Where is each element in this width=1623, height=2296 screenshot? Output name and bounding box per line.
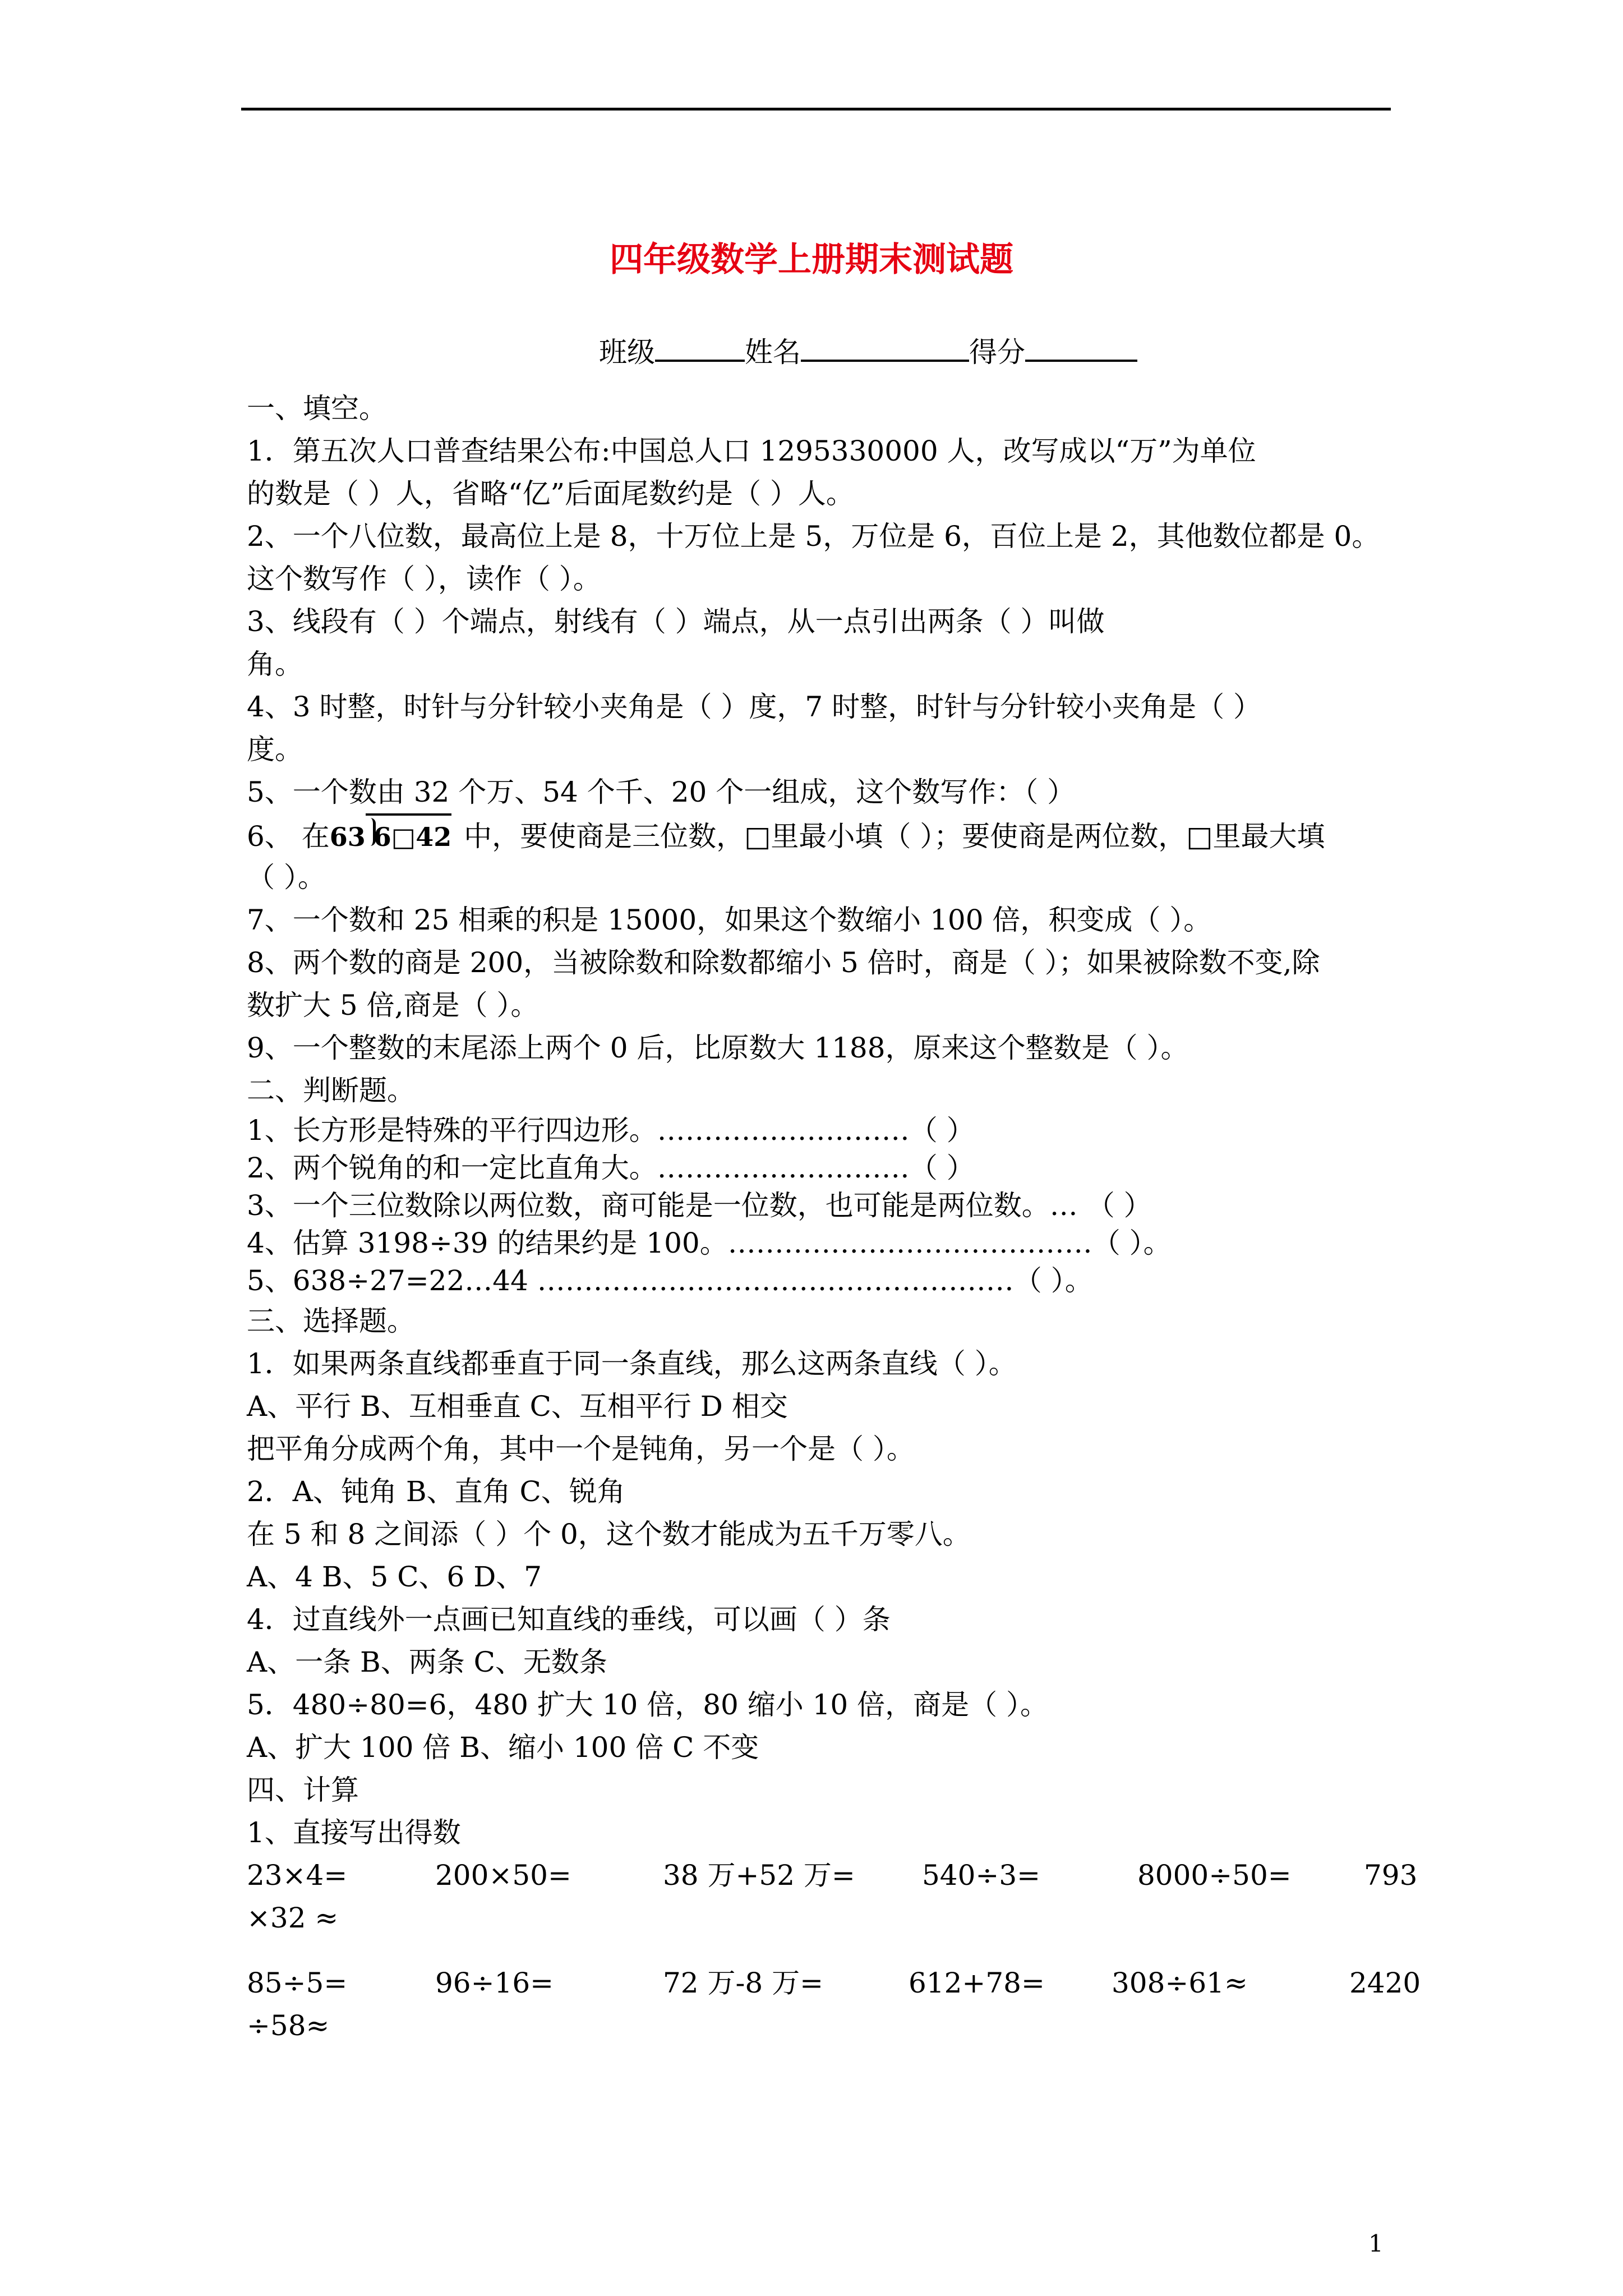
question-line: 在 5 和 8 之间添（ ）个 0，这个数才能成为五千万零八。 (247, 1518, 971, 1550)
question-line: 这个数写作（ ），读作（ ）。 (247, 563, 601, 595)
header-rule (241, 108, 1391, 111)
question-line: 4．过直线外一点画已知直线的垂线，可以画（ ）条 (247, 1603, 891, 1636)
question-line: 的数是（ ）人，省略“亿”后面尾数约是（ ）人。 (247, 477, 854, 510)
judge-item: 3、一个三位数除以两位数，商可能是一位数，也可能是两位数。… （ ） (247, 1189, 1152, 1222)
question-line: 角。 (247, 648, 303, 680)
student-info-line (599, 330, 1137, 370)
calc-item: 96÷16= (435, 1967, 554, 1999)
section-heading: 三、选择题。 (247, 1305, 415, 1337)
question-line: （ ）。 (247, 861, 326, 894)
judge-item: 5、638÷27=22…44 ……………………………………………（ ）。 (247, 1264, 1093, 1297)
calc-item: 612+78= (909, 1967, 1045, 1999)
calc-row (247, 1962, 1421, 2004)
judge-item: 2、两个锐角的和一定比直角大。………………………（ ） (247, 1152, 975, 1184)
calc-item: 2420 (1349, 1967, 1421, 1999)
calc-row (247, 1854, 1418, 1897)
q6-prefix: 6、 在 (247, 820, 330, 853)
question-content (247, 387, 1421, 2047)
class-blank[interactable] (655, 334, 745, 362)
calc-item: 308÷61≈ (1112, 1967, 1248, 1999)
section-heading: 一、填空。 (247, 392, 387, 425)
judge-item: 1、长方形是特殊的平行四边形。………………………（ ） (247, 1114, 975, 1147)
judge-item: 4、估算 3198÷39 的结果约是 100。…………………………………（ ）。 (247, 1227, 1172, 1259)
question-line: 2、一个八位数，最高位上是 8，十万位上是 5，万位是 6，百位上是 2，其他数位都是 0。 (247, 520, 1380, 553)
question-line: 5、一个数由 32 个万、54 个千、20 个一组成，这个数写作：（ ） (247, 776, 1076, 808)
choice-options: A、4 B、5 C、6 D、7 (247, 1561, 542, 1593)
calc-wrap: ÷58≈ (247, 2009, 330, 2042)
calc-item: 85÷5= (247, 1967, 348, 1999)
question-line: 9、一个整数的末尾添上两个 0 后，比原数大 1188，原来这个整数是（ ）。 (247, 1032, 1189, 1064)
long-division-expression (330, 813, 455, 858)
page-title: 四年级数学上册期末测试题 (610, 240, 1013, 279)
question-line: 1、直接写出得数 (247, 1816, 461, 1849)
question-6-line (247, 813, 1413, 856)
division-bracket (370, 818, 376, 846)
calc-item: 793 (1364, 1859, 1418, 1892)
question-line: 度。 (247, 733, 303, 766)
calc-item: 200×50= (435, 1859, 571, 1892)
calc-item: 8000÷50= (1137, 1859, 1292, 1892)
question-line: 数扩大 5 倍,商是（ ）。 (247, 989, 539, 1022)
choice-options: A、平行 B、互相垂直 C、互相平行 D 相交 (247, 1390, 788, 1423)
calc-item: 23×4= (247, 1859, 348, 1892)
question-line: 5．480÷80=6，480 扩大 10 倍，80 缩小 10 倍，商是（ ）。 (247, 1688, 1049, 1721)
choice-options: A、扩大 100 倍 B、缩小 100 倍 C 不变 (247, 1731, 759, 1764)
question-line: 7、一个数和 25 相乘的积是 15000，如果这个数缩小 100 倍，积变成（ ）。 (247, 904, 1212, 936)
q6-suffix: 中，要使商是三位数，□里最小填（ ）；要使商是两位数，□里最大填 (455, 820, 1325, 853)
question-line: 4、3 时整，时针与分针较小夹角是（ ）度，7 时整，时针与分针较小夹角是（ ） (247, 691, 1262, 723)
dividend: 6□42 (366, 813, 451, 858)
calc-item: 38 万+52 万= (663, 1859, 855, 1892)
section-heading: 四、计算 (247, 1774, 359, 1806)
choice-options: A、一条 B、两条 C、无数条 (247, 1646, 607, 1678)
question-line: 把平角分成两个角，其中一个是钝角，另一个是（ ）。 (247, 1433, 915, 1465)
score-blank[interactable] (1025, 334, 1137, 362)
score-label: 得分 (969, 336, 1025, 369)
divisor: 63 (329, 822, 366, 852)
question-line: 1．第五次人口普查结果公布:中国总人口 1295330000 人，改写成以“万”为单位 (247, 435, 1256, 467)
calc-wrap: ×32 ≈ (247, 1902, 339, 1934)
page-number: 1 (1368, 2230, 1384, 2257)
section-heading: 二、判断题。 (247, 1074, 415, 1107)
calc-item: 540÷3= (922, 1859, 1041, 1892)
question-line: 8、两个数的商是 200，当被除数和除数都缩小 5 倍时，商是（ ）；如果被除数不变,除 (247, 946, 1320, 979)
question-line: 3、线段有（ ）个端点，射线有（ ）端点，从一点引出两条（ ）叫做 (247, 605, 1105, 638)
calc-item: 72 万-8 万= (663, 1967, 824, 1999)
name-blank[interactable] (801, 334, 969, 362)
choice-options: 2．A、钝角 B、直角 C、锐角 (247, 1475, 625, 1508)
class-label: 班级 (599, 336, 655, 369)
name-label: 姓名 (745, 336, 801, 369)
question-line: 1．如果两条直线都垂直于同一条直线，那么这两条直线（ ）。 (247, 1347, 1017, 1380)
